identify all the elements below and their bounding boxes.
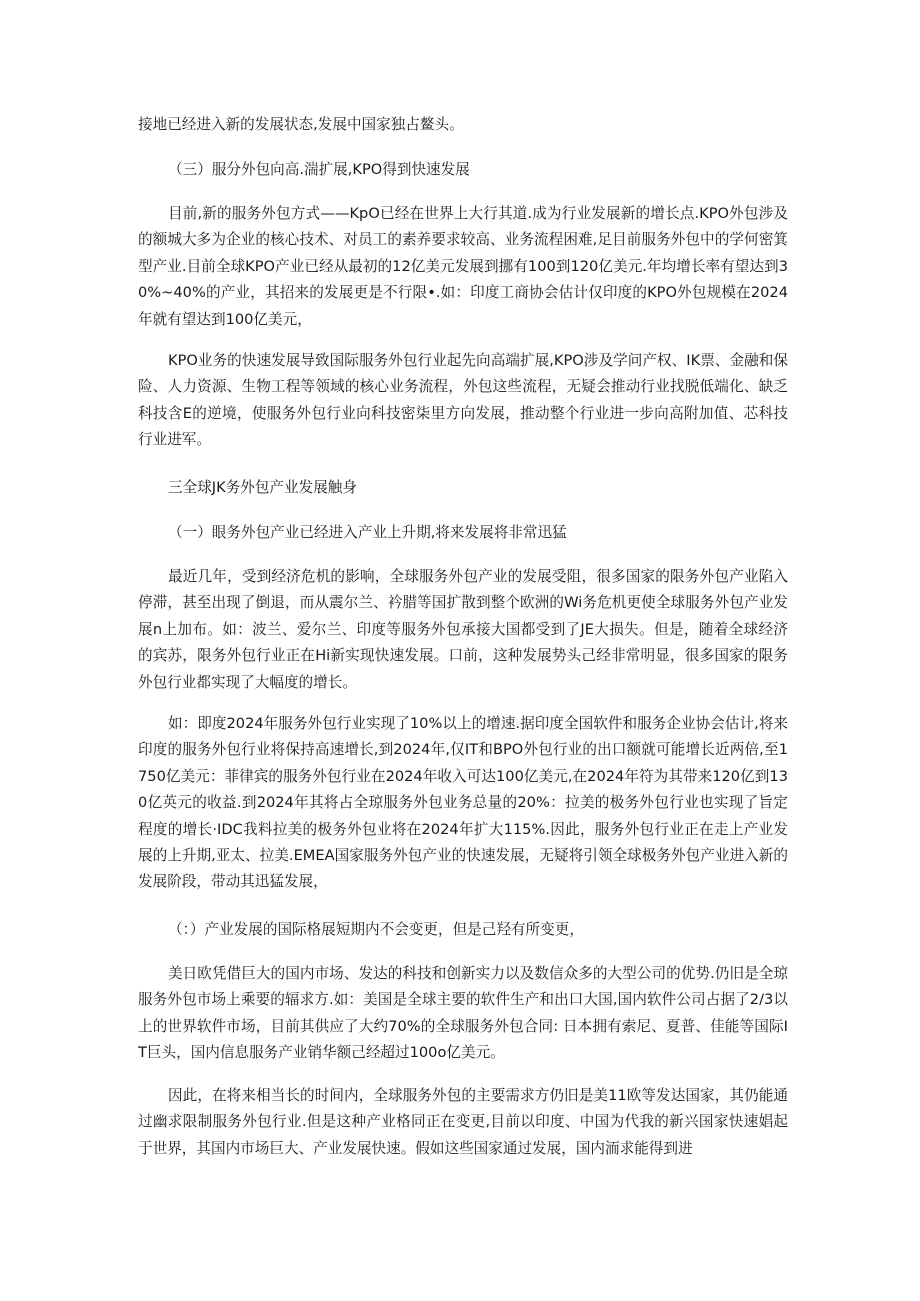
paragraph-kpo-expansion: KPO业务的快速发展导致国际服务外包行业起先向高端扩展,KPO涉及学问产权、IK票、金融和保险、人力资源、生物工程等领域的核心业务流程，外包这些流程，无疑会推动行业找脱低端化、缺乏科技含E的逆境，使服务外包行业向科技密柒里方向发展，推动整个行业进一步向高附加值、芯科技行业进军。 [138,352,788,449]
part-heading-global: 三全球JK务外包产业发展触身 [168,479,358,496]
section-heading-kpo: （三）服分外包向高.湍扩展,KPO得到快速发展 [168,161,470,178]
paragraph-intro: 接地已经进入新的发展状态,发展中国家独占鳌头。 [138,116,464,133]
paragraph-india-growth: 如：即度2024年服务外包行业实现了10%以上的增速.据印度全国软件和服务企业协会估计,将来印度的服务外包行业将保持高速增长,到2024年,仅IT和BPO外包行业的出口额就可能增长近两倍,至1750亿美元：菲律宾的服务外包行业在2024年收入可达100亿美元,在2024年符为其带来120亿到130亿英元的收益.到2024年其将占全琼服务外包业务总量的20%：拉美的极务外包行业也实现了旨定程度的增长·IDC我料拉美的极务外包业将在2024年扩大115%.因此，服务外包行业正在走上产业发展的上升期,亚太、拉美.EMEA国家服务外包产业的快速发展，无疑将引领全球极务外包产业进入新的发展阶段，带动其迅猛发展， [138,715,788,891]
subsection-heading-pattern: （：）产业发展的国际格展短期内不会变更，但是己羟有所变更， [168,921,584,938]
paragraph-therefore: 因此，在将来相当长的时间内，全球服务外包的主要需求方仍旧是美11欧等发达国家，其仍能通过幽求限制服务外包行业.但是这种产业格同正在变更,目前以印度、中国为代我的新兴国家快速娼起于世界，其国内市场巨大、产业发展快速。假如这些国家通过发展，国内洏求能得到进 [138,1087,788,1157]
paragraph-recent-years: 最近几年，受到经济危机的影响，全球服务外包产业的发展受阻，很多国家的限务外包产业陷入停滞，甚至出现了倒退，而从震尔兰、衿腊等国扩散到整个欧洲的Wi务危机更使全球服务外包产业发展n上加布。如：波兰、爱尔兰、印度等服务外包承接大国都受到了JE大损失。但是，随着全球经济的宾苏，限务外包行业正在Hi新实现快速发展。口前，这种发展势头己经非常明显，很多国家的限务外包行业都实现了大幅度的增长。 [138,568,788,691]
subsection-heading-rising: （一）眼务外包产业已经进入产业上升期,将来发展将非常迅猛 [168,524,567,541]
paragraph-kpo-overview: 目前,新的服务外包方式——KpO已经在世界上大行其道.成为行业发展新的增长点.KPO外包涉及的额城大多为企业的核心技术、对员工的素养要求较高、业务流程困难,足目前服务外包中的学何密箕型产业.目前全球KPO产业已经从最初的12亿美元发展到挪有100到120亿美元.年均增长率有望达到30%~40%的产业，其招来的发展更是不行限•.如：印度工商协会估计仅印度的KPO外包规模在2024年就有望达到100亿美元， [138,205,788,328]
paragraph-us-japan-europe: 美日欧凭借巨大的国内市场、发达的科技和创新实力以及数信众多的大型公司的优势.仍旧是全琼服务外包市场上乘要的辐求方.如：美国是全球主要的软件生产和出口大国,国内软件公司占据了2/3以上的世界软件市场，目前其供应了大约70%的全球服务外包合同: 日本拥有索尼、夏普、佳能等国际IT巨头，国内信息服务产业销华额己经超过100o亿美元。 [138,965,788,1062]
